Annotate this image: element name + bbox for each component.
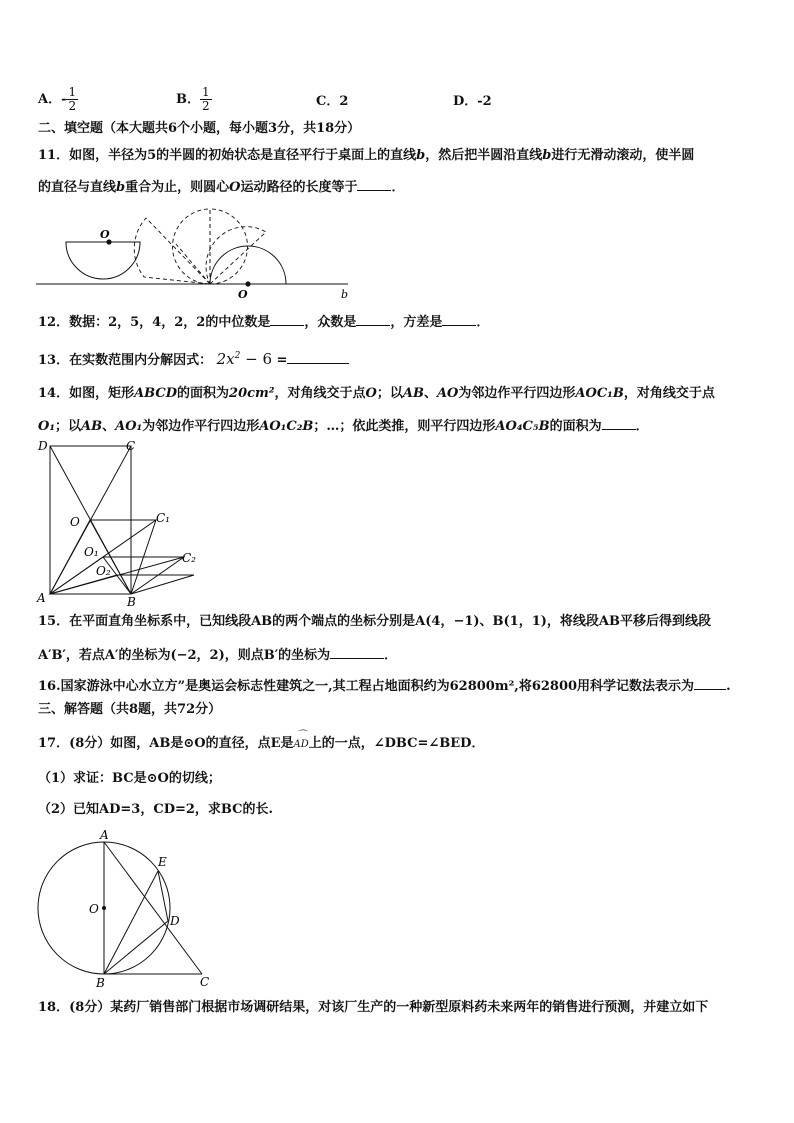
option-a <box>38 86 78 113</box>
q13-expr-term: 2x <box>216 350 235 368</box>
q14-var: AB <box>402 386 424 401</box>
q14-var: AOC₁B <box>575 386 624 401</box>
section-2-heading: 二、填空题（本大题共6个小题，每小题3分，共18分） <box>38 121 361 136</box>
center-o-end <box>245 281 250 286</box>
q14-var: AO <box>436 386 459 401</box>
q13-expr-constant: − 6 <box>240 350 273 368</box>
initial-semicircle <box>66 242 140 279</box>
q14-var: O <box>365 386 377 401</box>
center-o <box>102 906 106 910</box>
label-d: D <box>170 914 180 928</box>
option-a-numerator: 1 <box>68 85 77 99</box>
arc-label: AD <box>293 739 309 750</box>
q12-text: ，方差是 <box>390 315 443 330</box>
option-c: C．2 <box>316 94 349 109</box>
q14-text: 为邻边作平行四边形 <box>142 419 260 434</box>
option-a-fraction <box>66 86 78 113</box>
q14-rectangle-parallelogram-figure <box>34 436 204 608</box>
label-c: C <box>200 975 210 989</box>
option-a-denominator: 2 <box>68 99 77 113</box>
q11-answer-blank <box>357 178 391 191</box>
label-c1: C₁ <box>156 511 170 525</box>
q14-var: AO₁C₂B <box>259 419 314 434</box>
q14-var: AO₁ <box>115 419 143 434</box>
q13-expression <box>217 350 272 368</box>
q11-text: 重合为止，则圆心 <box>125 180 230 195</box>
q14-text: 14．如图，矩形 <box>38 386 135 401</box>
q14-var: 20cm² <box>229 386 275 401</box>
q14-text: 的面积为 <box>549 419 602 434</box>
rolling-position-4 <box>206 227 266 284</box>
q12-mode-blank <box>356 313 390 326</box>
final-semicircle <box>210 246 286 284</box>
label-b: B <box>127 595 136 608</box>
option-b-label: B． <box>176 92 200 107</box>
q13-equals: = <box>272 353 288 368</box>
q12 <box>38 313 489 331</box>
option-d: D．-2 <box>453 94 492 109</box>
label-c2: C₂ <box>182 551 196 565</box>
q17-line-1 <box>38 730 485 753</box>
q15-text: ． <box>384 648 398 663</box>
line-ac <box>104 842 202 974</box>
option-b <box>176 86 212 113</box>
q16-answer-blank <box>694 677 726 690</box>
label-e: E <box>158 855 167 869</box>
q14-text: 为邻边作平行四边形 <box>458 386 576 401</box>
rolling-position-1 <box>134 218 210 284</box>
q16-text: 16.国家游泳中心水立方”是奥运会标志性建筑之一,其工程占地面积约为62800m²,将62800用科学记数法表示为 <box>38 679 695 694</box>
q17-arc-ad <box>293 730 309 753</box>
label-a: A <box>100 828 109 842</box>
q11-text: ． <box>391 180 405 195</box>
label-b: b <box>341 288 349 301</box>
q14-answer-blank <box>602 417 636 430</box>
q14-text: ；以 <box>376 386 403 401</box>
q16-text: . <box>726 679 731 694</box>
label-o: O <box>89 902 99 916</box>
label-o-bottom: O <box>238 288 248 301</box>
q14-text: 的面积为 <box>177 386 230 401</box>
q11-rolling-semicircle-figure <box>36 204 356 302</box>
q17-part-1: （1）求证：BC是⊙O的切线； <box>38 771 221 786</box>
q14-text: ；以 <box>55 419 82 434</box>
q11-text: 的直径与直线 <box>38 180 117 195</box>
chord-be <box>104 871 158 974</box>
section-3-heading: 三、解答题（共8题，共72分） <box>38 702 222 717</box>
q15-line-1: 15．在平面直角坐标系中，已知线段AB的两个端点的坐标分别是A(4，−1)、B(1，1)，将线段AB平移后得到线段 <box>38 614 711 629</box>
q14-line-1 <box>38 386 715 402</box>
option-b-numerator: 1 <box>202 85 210 99</box>
q14-text: 、 <box>423 386 437 401</box>
q11-var: b <box>416 148 426 163</box>
q12-text: ． <box>476 315 490 330</box>
q13 <box>38 348 349 369</box>
label-o-top: O <box>100 228 110 241</box>
option-a-label: A．- <box>38 92 67 107</box>
q11-var: O <box>229 180 241 195</box>
q14-text: 、 <box>102 419 116 434</box>
q11-text: 运动路径的长度等于 <box>240 180 358 195</box>
q13-answer-blank <box>287 351 349 364</box>
q11-text: 进行无滑动滚动，使半圆 <box>551 148 695 163</box>
q14-var: AB <box>81 419 103 434</box>
q14-var: O₁ <box>38 419 56 434</box>
q12-variance-blank <box>442 313 476 326</box>
label-a: A <box>37 591 46 605</box>
q14-text: ；…；依此类推，则平行四边形 <box>313 419 496 434</box>
q17-part-2: （2）已知AD=3，CD=2，求BC的长. <box>38 802 274 817</box>
q14-var: ABCD <box>134 386 178 401</box>
label-d: D <box>38 439 48 453</box>
q11-text: 11．如图，半径为5的半圆的初始状态是直径平行于桌面上的直线 <box>38 148 417 163</box>
q14-var: AO₄C₅B <box>495 419 550 434</box>
label-o: O <box>70 515 80 529</box>
segment-b-right <box>131 575 194 594</box>
q13-expr-exponent: 2 <box>234 351 241 361</box>
rolling-radius <box>176 244 210 284</box>
q16 <box>38 677 731 695</box>
q17-text: 17．(8分）如图，AB是⊙O的直径，点E是 <box>38 736 294 751</box>
q11-text: ，然后把半圆沿直线 <box>425 148 543 163</box>
q11-line-2 <box>38 178 404 196</box>
q14-line-2 <box>38 417 649 435</box>
q14-text: ． <box>635 419 649 434</box>
q11-line-1 <box>38 148 694 164</box>
q15-text: A′B′，若点A′的坐标为(−2，2)，则点B′的坐标为 <box>38 648 331 663</box>
q12-text: ，众数是 <box>304 315 357 330</box>
label-o1: O₁ <box>84 545 99 559</box>
option-b-denominator: 2 <box>202 99 210 113</box>
q12-text: 12．数据：2，5，4，2，2的中位数是 <box>38 315 271 330</box>
q18-line-1: 18．(8分）某药厂销售部门根据市场调研结果，对该厂生产的一种新型原料药未来两年的销售进行预测，并建立如下 <box>38 1000 709 1015</box>
q17-text: 上的一点，∠DBC=∠BED． <box>308 736 485 751</box>
q17-circle-tangent-figure <box>32 828 218 990</box>
option-b-fraction <box>200 86 212 113</box>
label-b: B <box>96 976 105 990</box>
q15-answer-blank <box>330 646 384 659</box>
q14-text: ，对角线交于点 <box>274 386 366 401</box>
q14-text: ，对角线交于点 <box>623 386 715 401</box>
label-c: C <box>126 439 136 453</box>
q15-line-2 <box>38 646 397 664</box>
q13-text: 13．在实数范围内分解因式： <box>38 353 213 368</box>
q11-var: b <box>116 180 126 195</box>
q11-var: b <box>542 148 552 163</box>
arc-mark: ⌒ <box>296 730 307 741</box>
label-o2: O₂ <box>96 564 111 578</box>
q12-median-blank <box>270 313 304 326</box>
